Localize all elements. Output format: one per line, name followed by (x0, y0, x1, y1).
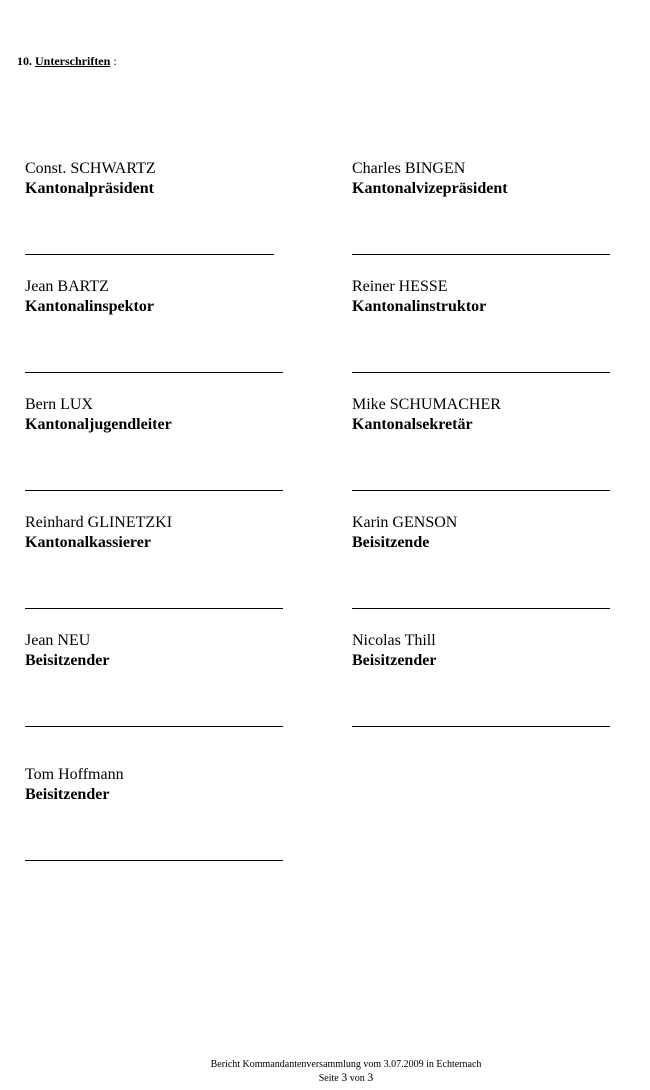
signatory-role: Kantonalvizepräsident (352, 180, 508, 197)
page-current: 3 (341, 1070, 348, 1084)
signature-block (25, 277, 154, 317)
section-suffix: : (113, 54, 117, 68)
signatory-role: Kantonalinstruktor (352, 298, 487, 315)
signatory-role: Kantonalinspektor (25, 298, 154, 315)
signature-block (25, 765, 124, 805)
page-footer (0, 1058, 650, 1085)
signatory-role: Kantonalpräsident (25, 180, 154, 197)
signature-line (352, 608, 610, 609)
signature-block (25, 395, 172, 435)
signatory-name: Jean BARTZ (25, 278, 109, 295)
signature-line (352, 372, 610, 373)
page-of: von (349, 1073, 365, 1084)
signatory-role: Beisitzender (352, 652, 437, 669)
signature-line (25, 726, 283, 727)
signature-line (25, 490, 283, 491)
footer-report-title: Bericht Kommandantenversammlung vom 3.07.2009 in Echternach (210, 1059, 482, 1070)
signature-line (25, 860, 283, 861)
signatory-name: Reinhard GLINETZKI (25, 514, 173, 531)
signatory-role: Kantonalsekretär (352, 416, 473, 433)
signature-line (352, 490, 610, 491)
signatory-role: Kantonaljugendleiter (25, 416, 172, 433)
signature-line (25, 372, 283, 373)
section-title: Unterschriften (35, 54, 111, 68)
signature-block (25, 159, 156, 199)
page-label: Seite (318, 1073, 339, 1084)
signature-block (25, 513, 172, 553)
page-total: 3 (367, 1070, 374, 1084)
signature-line (25, 608, 283, 609)
signatory-name: Jean NEU (25, 632, 91, 649)
signature-block (25, 631, 109, 671)
section-heading (17, 54, 117, 69)
signatory-role: Beisitzende (352, 534, 430, 551)
signatory-role: Beisitzender (25, 786, 110, 803)
section-number: 10. (17, 54, 32, 68)
signatory-name: Nicolas Thill (352, 632, 436, 649)
signature-line (352, 726, 610, 727)
signature-block (352, 159, 508, 199)
signatory-role: Beisitzender (25, 652, 110, 669)
signatory-name: Bern LUX (25, 396, 93, 413)
signatory-name: Const. SCHWARTZ (25, 160, 156, 177)
signatory-role: Kantonalkassierer (25, 534, 151, 551)
signature-block (352, 513, 457, 553)
signature-block (352, 631, 436, 671)
signature-line (352, 254, 610, 255)
signatory-name: Charles BINGEN (352, 160, 466, 177)
signature-block (352, 395, 501, 435)
signatory-name: Mike SCHUMACHER (352, 396, 501, 413)
signatory-name: Karin GENSON (352, 514, 458, 531)
signature-block (352, 277, 486, 317)
signatory-name: Tom Hoffmann (25, 766, 124, 783)
signatory-name: Reiner HESSE (352, 278, 448, 295)
page-number (0, 1071, 650, 1085)
signature-line (25, 254, 274, 255)
